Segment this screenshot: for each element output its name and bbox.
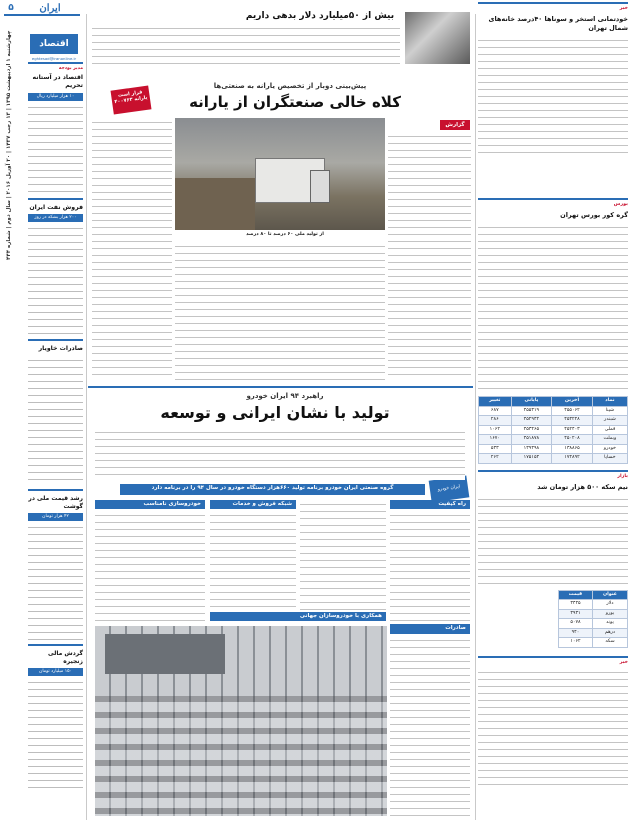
top-story-kicker: بیش از ۵۰میلیارد دلار بدهی داریم [245, 11, 395, 21]
main-story-lead [95, 428, 465, 480]
top-story-red-box: قرار است یارانه ۴۰۰۷۶۳ [111, 85, 152, 114]
coin-cell: ۹۴۰ [559, 628, 593, 637]
bourse-cell: فملی [592, 425, 627, 434]
bourse-cell: ۴۵۳۲۲۸ [552, 416, 593, 425]
left-item-1-badge: ۱۰ هزار میلیارد ریال [28, 93, 83, 101]
main-sub5: همکاری با خودروسازان جهانی [210, 612, 386, 621]
main-story-bar: گروه صنعتی ایران خودرو برنامه تولید ۶۶۰هزار دستگاه خودرو در سال ۹۴ را در برنامه دارد [120, 484, 425, 495]
bourse-header-0: نماد [592, 397, 627, 406]
main-sub1-text [390, 511, 470, 621]
left-item-3-title: صادرات خاویار [38, 345, 83, 353]
page-number: ۵ [8, 3, 14, 13]
main-story-tag: ایران خودرو [429, 475, 470, 502]
bourse-cell: ۴۵۳۴۶۵ [511, 425, 552, 434]
table-row [559, 638, 628, 647]
top-story-intro-text [92, 24, 400, 68]
left-item-4-badge: ۴۲ هزار تومان [28, 513, 83, 521]
coin-cell: درهم [592, 628, 627, 637]
main-sub4: خودروسازی نامناسب [95, 500, 205, 509]
bourse-cell: ۱۷۵۱۵۴ [511, 454, 552, 463]
right-market [478, 470, 628, 587]
right-bourse-body [478, 223, 628, 393]
right-market-body [478, 495, 628, 587]
left-item-4 [28, 489, 83, 641]
bourse-cell: ۱۳۸۸۶۵ [552, 444, 593, 453]
main-sub3: شبکه فروش و خدمات [210, 500, 296, 509]
bourse-header-1: آخرین [552, 397, 593, 406]
left-item-2 [28, 198, 83, 336]
main-col-center [210, 500, 296, 610]
left-item-2-body [28, 224, 83, 336]
table-row [559, 609, 628, 618]
table-row [479, 444, 628, 453]
bourse-cell: ۱۰۶۲ [479, 425, 512, 434]
masthead-logo [20, 2, 80, 16]
right-news-1 [478, 2, 628, 158]
left-item-5-title: گردش مالی زنجیره [48, 649, 83, 665]
right-column [478, 2, 628, 820]
bourse-cell: شپنا [592, 406, 627, 415]
bourse-cell: ۱۳۹۳۹۸ [511, 444, 552, 453]
left-item-5-badge: ۱۵۰ میلیارد تومان [28, 668, 83, 676]
bourse-header-2: پایانی [511, 397, 552, 406]
coin-cell: پوند [592, 619, 627, 628]
top-story-headline: کلاه خالی صنعتگران از یارانه [189, 93, 401, 111]
coin-cell: ۱۰۶۲ [559, 638, 593, 647]
main-sub2: صادرات [390, 624, 470, 633]
coin-header-1: قیمت [559, 590, 593, 599]
main-col-right [390, 500, 470, 816]
table-row [559, 619, 628, 628]
main-story-photo [95, 626, 387, 816]
main-story-headline: تولید با نشان ایرانی و توسعه [160, 403, 390, 422]
truck-cab [310, 170, 330, 203]
bourse-cell: ۱۶۷۰ [479, 435, 512, 444]
table-row [479, 454, 628, 463]
left-item-3 [28, 339, 83, 485]
main-col-center-right [300, 500, 386, 610]
table-row [479, 406, 628, 415]
bourse-cell: شبندر [592, 416, 627, 425]
left-item-1 [28, 62, 83, 195]
left-item-5-body [28, 678, 83, 788]
column-divider-right [475, 14, 476, 820]
top-story-badge: گزارش [440, 120, 470, 130]
bourse-cell: ۴۵۵۰۶۲ [552, 406, 593, 415]
right-bourse [478, 198, 628, 393]
left-column [28, 62, 83, 820]
bourse-cell: ۴۵۲۴۰۳ [552, 425, 593, 434]
table-row [479, 435, 628, 444]
date-line: چهارشنبه ۱ اردیبهشت ۱۳۹۵ | ۱۳ رجب ۱۴۳۷ | ۲۰ آوریل ۲۰۱۶ | سال دوم | شماره ۴۴۴ [6, 30, 12, 260]
left-item-5 [28, 644, 83, 788]
ship-shape [105, 634, 225, 674]
bourse-cell: وبملت [592, 435, 627, 444]
top-story-photo [175, 118, 385, 230]
bourse-cell: ۶۸۷ [479, 406, 512, 415]
left-item-4-title: رشد قیمت ملی در گوشت [28, 494, 83, 510]
coin-cell: سکه [592, 638, 627, 647]
right-news-1-kicker: خبر [619, 6, 628, 11]
left-item-1-body [28, 103, 83, 195]
bourse-cell: ۵۳۳ [479, 444, 512, 453]
right-bourse-title: گره کور بورس تهران [560, 211, 628, 220]
coin-table [558, 590, 628, 648]
logo-text: ایران [39, 3, 61, 14]
main-col3-text [210, 511, 296, 610]
bourse-cell: ۴۵۱۸۷۸ [511, 435, 552, 444]
right-news-1-title: خودتمانی استخر و سوناها ۴۰درصد خانه‌های شمال تهران [488, 15, 628, 33]
coin-header-0: عنوان [592, 590, 627, 599]
left-item-3-body [28, 356, 83, 486]
coin-cell: ۳۹۳۱ [559, 609, 593, 618]
bourse-cell: ۲۶۲ [479, 454, 512, 463]
main-sub1: راه کیفیت [390, 500, 470, 509]
bourse-cell: ۴۵۲۹۴۲ [511, 416, 552, 425]
top-story-body-center [175, 242, 385, 380]
coin-cell: یورو [592, 609, 627, 618]
top-story-portrait [405, 12, 470, 64]
right-market-kicker: بازار [617, 473, 628, 479]
top-story-caption: از تولید ملی ۶۰ درصد تا ۸۰ درصد [246, 232, 324, 237]
bourse-table [478, 396, 628, 463]
left-item-2-title: فروش نفت ایران [29, 203, 83, 211]
top-story-subhead: پیش‌بینی دوبار از تخصیص یارانه به صنعتی‌ها [213, 82, 367, 90]
coin-cell: دلار [592, 600, 627, 609]
right-bottom-news [478, 656, 628, 788]
main-sub2-text [390, 636, 470, 816]
bourse-cell: ۱۷۴۸۹۲ [552, 454, 593, 463]
column-divider-left [86, 14, 87, 820]
top-story-body-left [92, 118, 172, 380]
right-news-1-body [478, 36, 628, 158]
right-bottom-kicker: خبر [619, 659, 628, 665]
main-story-kicker: راهبرد ۹۴ ایران خودرو [246, 392, 324, 400]
bourse-cell: ۲۸۶ [479, 416, 512, 425]
table-row [479, 416, 628, 425]
right-bottom-body [478, 668, 628, 788]
scrap-pile [175, 178, 255, 230]
bourse-cell: ۴۵۵۳۱۹ [511, 406, 552, 415]
left-item-1-title: اقتصاد در آستانه تحریم [32, 74, 83, 90]
section-label: اقتصاد [30, 34, 78, 54]
bourse-cell: خودرو [592, 444, 627, 453]
left-item-2-badge: ۲۰۰ هزار بشکه در روز [28, 214, 83, 222]
table-row [479, 425, 628, 434]
table-row [559, 600, 628, 609]
car-rows-overlay [95, 696, 387, 816]
left-item-1-kicker: مدیر بودجه [58, 66, 83, 71]
top-story-body-right [388, 132, 471, 380]
table-row [559, 628, 628, 637]
main-col2-text [300, 500, 386, 610]
coin-cell: ۵۰۷۸ [559, 619, 593, 628]
right-market-title: نیم سکه ۵۰۰ هزار تومان شد [537, 482, 628, 491]
left-item-4-body [28, 523, 83, 641]
bourse-cell: خساپا [592, 454, 627, 463]
masthead-email: eghtesad@iranonline.ir [31, 56, 77, 61]
bourse-cell: ۴۵۰۲۰۸ [552, 435, 593, 444]
right-bourse-kicker: بورس [613, 202, 628, 207]
coin-cell: ۳۴۴۵ [559, 600, 593, 609]
bourse-header-3: تغییر [479, 397, 512, 406]
